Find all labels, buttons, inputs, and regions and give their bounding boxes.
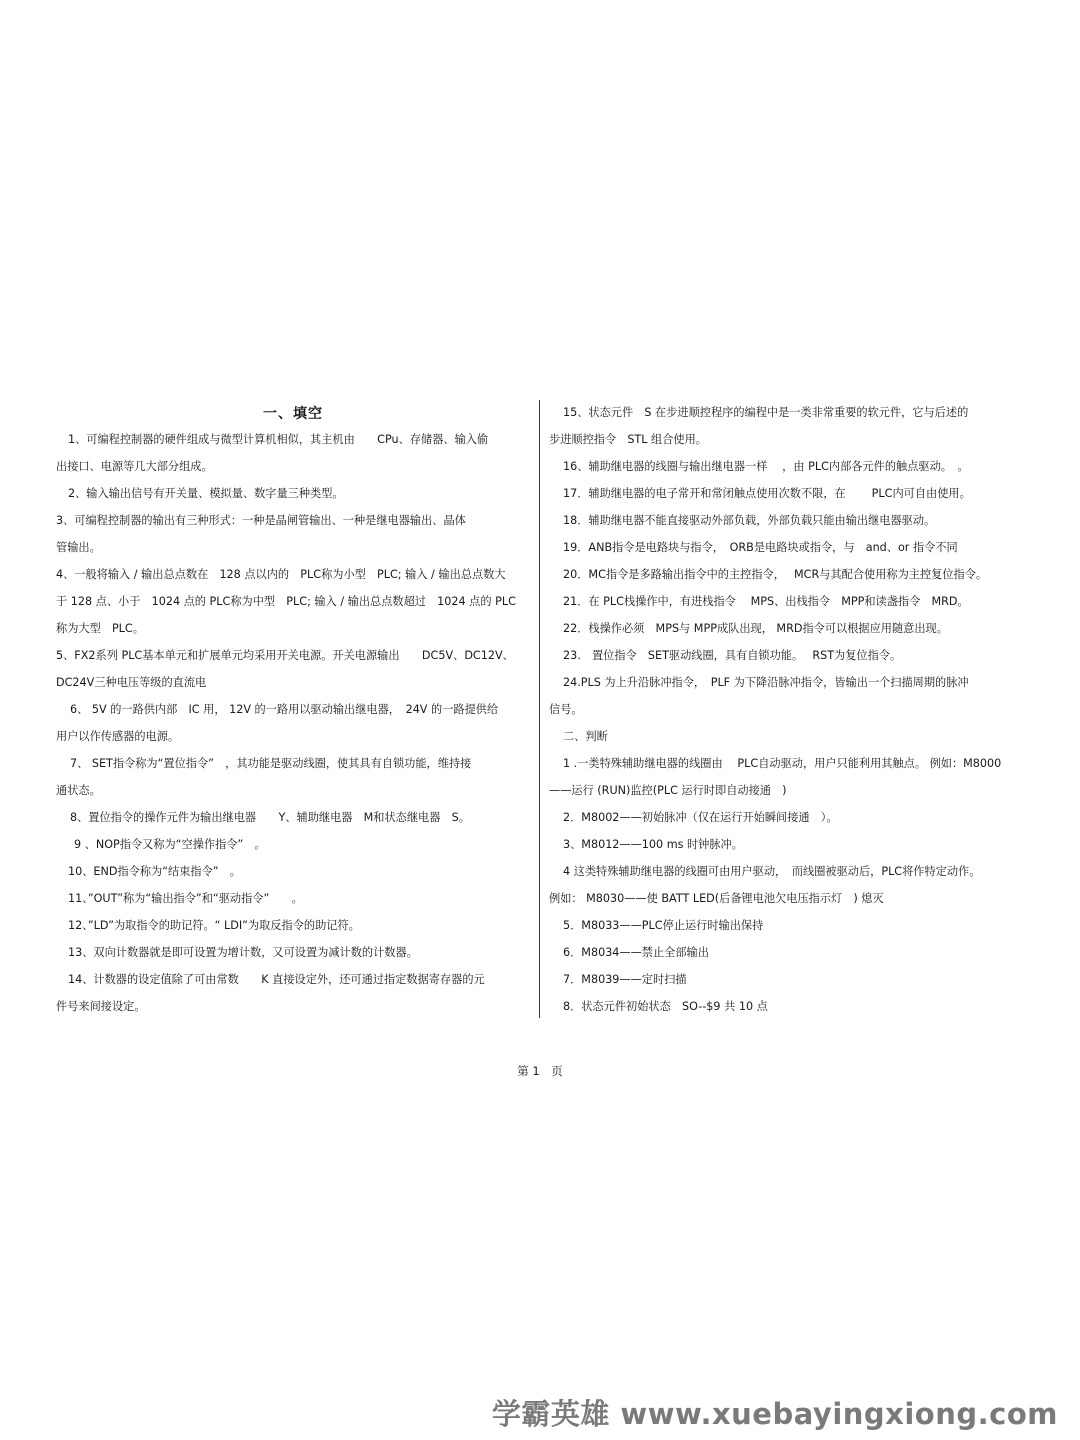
- text-line: 9 、NOP指令又称为“空操作指令” 。: [74, 838, 266, 851]
- text-line: 管输出。: [56, 541, 101, 554]
- text-line: 11、”OUT”称为“输出指令”和“驱动指令” 。: [68, 892, 303, 905]
- text-line: 4 这类特殊辅助继电器的线圈可由用户驱动， 而线圈被驱动后，PLC将作特定动作。: [563, 865, 981, 878]
- text-line: 5、FX2系列 PLC基本单元和扩展单元均采用开关电源。开关电源输出 DC5V、DC12V、: [56, 649, 514, 662]
- text-line: 出接口、电源等几大部分组成。: [56, 460, 213, 473]
- text-line: 16、辅助继电器的线圈与输出继电器一样 ，由 PLC内部各元件的触点驱动。 。: [563, 460, 969, 473]
- text-line: 13、双向计数器就是即可设置为增计数，又可设置为减计数的计数器。: [68, 946, 418, 959]
- column-divider: [539, 400, 540, 1018]
- text-line: 3、可编程控制器的输出有三种形式：一种是晶闸管输出、一种是继电器输出、晶体: [56, 514, 466, 527]
- text-line: 18．辅助继电器不能直接驱动外部负载，外部负载只能由输出继电器驱动。: [563, 514, 936, 527]
- text-line: 8．状态元件初始状态 SO--$9 共 10 点: [563, 1000, 768, 1013]
- text-line: 21．在 PLC栈操作中，有进栈指令 MPS、出栈指令 MPP和读盏指令 MRD。: [563, 595, 969, 608]
- section-judge-title: 二、判断: [563, 730, 608, 743]
- text-line: DC24V三种电压等级的直流电: [56, 676, 207, 689]
- text-line: 于 128 点、小于 1024 点的 PLC称为中型 PLC; 输入 / 输出总点数超过 1024 点的 PLC: [56, 595, 516, 608]
- text-line: 2、输入输出信号有开关量、模拟量、数字量三种类型。: [68, 487, 344, 500]
- text-line: 6．M8034——禁止全部输出: [563, 946, 709, 959]
- text-line: 19．ANB指令是电路块与指令， ORB是电路块或指令，与 and、or 指令不同: [563, 541, 958, 554]
- text-line: 10、END指令称为“结束指令” 。: [68, 865, 241, 878]
- text-line: 2．M8002——初始脉冲（仅在运行开始瞬间接通 ）。: [563, 811, 838, 824]
- text-line: 20．MC指令是多路输出指令中的主控指令， MCR与其配合使用称为主控复位指令。: [563, 568, 988, 581]
- text-line: 7、 SET指令称为“置位指令” ，其功能是驱动线圈，使其具有自锁功能，维持接: [70, 757, 472, 770]
- text-line: 步进顺控指令 STL 组合使用。: [549, 433, 707, 446]
- text-line: 17．辅助继电器的电子常开和常闭触点使用次数不限，在 PLC内可自由使用。: [563, 487, 971, 500]
- text-line: 15、状态元件 S 在步进顺控程序的编程中是一类非常重要的软元件，它与后述的: [563, 406, 969, 419]
- text-line: 1 .一类特殊辅助继电器的线圈由 PLC自动驱动，用户只能利用其触点。 例如：M8000: [563, 757, 1002, 770]
- text-line: 24.PLS 为上升沿脉冲指令， PLF 为下降沿脉冲指令，皆输出一个扫描周期的脉冲: [563, 676, 969, 689]
- text-line: 1、可编程控制器的硬件组成与微型计算机相似，其主机由 CPu、存储器、输入偷: [68, 433, 489, 446]
- text-line: 5．M8033——PLC停止运行时输出保持: [563, 919, 764, 932]
- text-line: 用户以作传感器的电源。: [56, 730, 180, 743]
- watermark: 学霸英雄 www.xuebayingxiong.com: [491, 1397, 1058, 1431]
- text-line: 件号来间接设定。: [56, 1000, 146, 1013]
- text-line: 3、M8012——100 ms 时钟脉冲。: [563, 838, 743, 851]
- text-line: 信号。: [549, 703, 583, 716]
- text-line: 称为大型 PLC。: [56, 622, 144, 635]
- text-line: 4、一般将输入 / 输出总点数在 128 点以内的 PLC称为小型 PLC; 输入 / 输出总点数大: [56, 568, 506, 581]
- text-line: 6、 5V 的一路供内部 IC 用， 12V 的一路用以驱动输出继电器， 24V 的一路提供给: [70, 703, 499, 716]
- text-line: 8、置位指令的操作元件为输出继电器 Y、辅助继电器 M和状态继电器 S。: [70, 811, 470, 824]
- text-line: 通状态。: [56, 784, 101, 797]
- text-line: 7．M8039——定时扫描: [563, 973, 687, 986]
- text-line: 14、计数器的设定值除了可由常数 K 直接设定外，还可通过指定数据寄存器的元: [68, 973, 485, 986]
- page-number: 第 1 页: [517, 1064, 563, 1078]
- text-line: 22．栈操作必须 MPS与 MPP成队出现， MRD指令可以根据应用随意出现。: [563, 622, 948, 635]
- section-fill-title: 一、填空: [263, 406, 323, 422]
- text-line: 12、”LD”为取指令的助记符。“ LDI”为取反指令的助记符。: [68, 919, 360, 932]
- text-line: ——运行 (RUN)监控(PLC 运行时即自动接通 ): [549, 784, 787, 797]
- text-line: 例如： M8030——使 BATT LED(后备锂电池欠电压指示灯 ) 熄灭: [549, 892, 884, 905]
- text-line: 23. 置位指令 SET驱动线圈，具有自锁功能。 RST为复位指令。: [563, 649, 902, 662]
